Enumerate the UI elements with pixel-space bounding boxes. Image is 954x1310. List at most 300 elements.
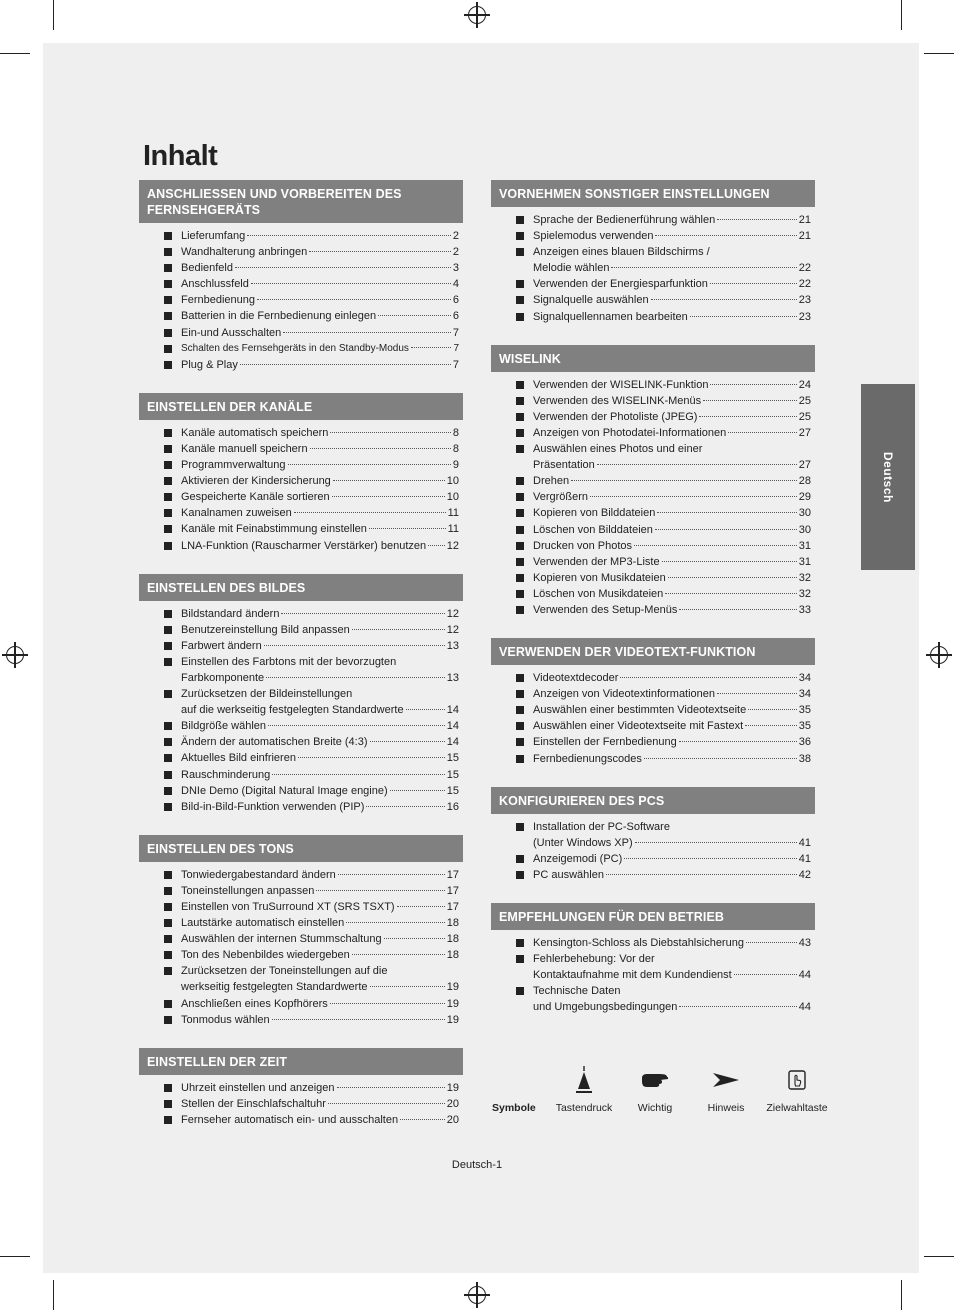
toc-entry-text: auf die werkseitig festgelegten Standardwerte	[181, 704, 404, 717]
toc-page-number: 38	[798, 752, 811, 765]
toc-entry-text: Auswählen der internen Stummschaltung	[181, 933, 382, 946]
square-bullet-icon	[164, 803, 172, 811]
toc-page-number: 17	[446, 884, 459, 897]
square-bullet-icon	[164, 542, 172, 550]
toc-page-number: 31	[798, 539, 811, 552]
toc-entry[interactable]	[139, 228, 459, 244]
toc-page-number: 43	[798, 937, 811, 949]
toc-section	[139, 393, 463, 554]
toc-entry-text: Fernbedienungscodes	[533, 752, 642, 765]
dot-leader	[717, 219, 797, 220]
toc-entry-text: Ändern der automatischen Breite (4:3)	[181, 736, 368, 749]
square-bullet-icon	[164, 312, 172, 320]
toc-page-number: 27	[798, 426, 811, 439]
toc-entry-text: PC auswählen	[533, 868, 604, 881]
toc-page-number: 25	[798, 410, 811, 423]
square-bullet-icon	[516, 280, 524, 288]
toc-entry-text: Programmverwaltung	[181, 459, 286, 472]
toc-entry-text: Bild-in-Bild-Funktion verwenden (PIP)	[181, 800, 365, 813]
toc-page-number: 30	[798, 523, 811, 536]
toc-entry-text: und Umgebungsbedingungen	[533, 1001, 678, 1014]
toc-column-left	[139, 180, 463, 1148]
toc-entry[interactable]	[139, 783, 459, 799]
toc-entry[interactable]	[491, 505, 811, 521]
symbol-caption: Zielwahltaste	[766, 1102, 828, 1114]
toc-list	[491, 935, 815, 1015]
toc-entry-text: Anschlussfeld	[181, 278, 249, 291]
dot-leader	[745, 725, 797, 726]
toc-section	[139, 180, 463, 373]
toc-page-number: 35	[798, 720, 811, 733]
toc-entry[interactable]	[491, 538, 811, 554]
toc-page-number: 12	[446, 539, 459, 552]
toc-entry-text: Kanäle manuell speichern	[181, 442, 308, 455]
toc-entry-text: Lautstärke automatisch einstellen	[181, 917, 345, 930]
toc-page-number: 28	[798, 475, 811, 488]
square-bullet-icon	[516, 558, 524, 566]
square-bullet-icon	[516, 381, 524, 389]
symbol-note	[690, 1064, 762, 1114]
square-bullet-icon	[516, 313, 524, 321]
toc-entry-text: Tonwiedergabestandard ändern	[181, 868, 336, 881]
toc-entry[interactable]	[139, 260, 459, 276]
toc-entry-text: Fernbedienung	[181, 294, 256, 307]
dot-leader	[571, 480, 797, 481]
toc-entry[interactable]	[139, 799, 459, 815]
square-bullet-icon	[516, 477, 524, 485]
toc-entry-text: Batterien in die Fernbedienung einlegen	[181, 310, 377, 323]
toc-page-number: 34	[798, 672, 811, 685]
toc-section	[139, 835, 463, 1028]
square-bullet-icon	[164, 461, 172, 469]
dot-leader	[655, 235, 796, 236]
toc-entry[interactable]	[139, 654, 459, 686]
toc-entry[interactable]	[491, 586, 811, 602]
square-bullet-icon	[516, 987, 524, 995]
dot-leader	[746, 942, 797, 943]
toc-page-number: 12	[446, 607, 459, 620]
square-bullet-icon	[516, 606, 524, 614]
toc-entry[interactable]	[139, 425, 459, 441]
toc-entry[interactable]	[139, 357, 459, 373]
toc-list	[139, 425, 463, 554]
toc-page-number: 10	[446, 475, 459, 488]
dot-leader	[634, 545, 797, 546]
toc-list	[491, 377, 815, 618]
toc-entry[interactable]	[139, 686, 459, 718]
dot-leader	[644, 758, 797, 759]
symbol-shortcut	[761, 1064, 833, 1114]
crop-mark	[901, 0, 902, 30]
dot-leader	[247, 235, 451, 236]
dot-leader	[717, 693, 797, 694]
toc-entry-text: Tonmodus wählen	[181, 1013, 270, 1026]
square-bullet-icon	[164, 903, 172, 911]
toc-entry-text: Einstellen von TruSurround XT (SRS TSXT)	[181, 901, 395, 913]
toc-entry[interactable]	[491, 819, 811, 851]
toc-entry-text: Kanalnamen zuweisen	[181, 507, 292, 520]
toc-page-number: 25	[798, 394, 811, 407]
toc-entry[interactable]	[491, 602, 811, 618]
dot-leader	[428, 545, 445, 546]
toc-page-number: 29	[798, 491, 811, 504]
dot-leader	[251, 283, 451, 284]
square-bullet-icon	[516, 574, 524, 582]
registration-mark-icon	[930, 646, 948, 664]
dot-leader	[337, 1087, 445, 1088]
toc-section	[139, 574, 463, 815]
toc-entry[interactable]	[139, 996, 459, 1012]
square-bullet-icon	[164, 1084, 172, 1092]
toc-entry[interactable]	[139, 606, 459, 622]
toc-page-number: 22	[798, 262, 811, 275]
toc-page-number: 6	[452, 294, 459, 307]
symbol-caption: Wichtig	[637, 1102, 673, 1114]
toc-entry[interactable]	[139, 867, 459, 883]
dot-leader	[330, 432, 451, 433]
crop-mark	[901, 1280, 902, 1310]
toc-page-number: 44	[798, 1001, 811, 1014]
dot-leader	[679, 609, 796, 610]
toc-entry[interactable]	[139, 1096, 459, 1112]
toc-entry-text: Bildgröße wählen	[181, 720, 266, 733]
toc-page-number: 21	[798, 214, 811, 226]
toc-entry-text: Löschen von Musikdateien	[533, 587, 664, 600]
toc-page-number: 19	[446, 997, 459, 1010]
square-bullet-icon	[516, 590, 524, 598]
toc-entry-text: Kopieren von Bilddateien	[533, 507, 656, 520]
toc-entry-text: Aktuelles Bild einfrieren	[181, 752, 296, 765]
square-bullet-icon	[164, 690, 172, 698]
toc-entry-text: Präsentation	[533, 459, 595, 472]
toc-entry-text: Aktivieren der Kindersicherung	[181, 475, 331, 488]
section-heading: EINSTELLEN DES BILDES	[139, 574, 463, 601]
symbols-legend	[480, 1064, 840, 1124]
toc-entry-text: Rauschminderung	[181, 768, 271, 781]
toc-entry-text: Toneinstellungen anpassen	[181, 884, 315, 897]
dot-leader	[272, 774, 444, 775]
toc-page-number: 13	[446, 671, 459, 684]
toc-entry[interactable]	[491, 441, 811, 473]
toc-entry[interactable]	[491, 751, 811, 767]
toc-entry[interactable]	[139, 622, 459, 638]
toc-entry-text: Anschließen eines Kopfhörers	[181, 997, 328, 1010]
square-bullet-icon	[516, 493, 524, 501]
square-bullet-icon	[516, 413, 524, 421]
toc-entry[interactable]	[491, 228, 811, 244]
toc-page-number: 19	[446, 981, 459, 994]
toc-entry-text: Bedienfeld	[181, 262, 233, 275]
toc-list	[139, 867, 463, 1028]
toc-page-number: 11	[447, 523, 459, 536]
square-bullet-icon	[516, 674, 524, 682]
toc-entry[interactable]	[139, 489, 459, 505]
toc-entry[interactable]	[139, 638, 459, 654]
touch-button-icon	[761, 1064, 833, 1096]
toc-entry[interactable]	[139, 734, 459, 750]
square-bullet-icon	[164, 738, 172, 746]
toc-entry[interactable]	[139, 1012, 459, 1028]
toc-entry[interactable]	[139, 538, 459, 554]
toc-entry[interactable]	[491, 851, 811, 867]
toc-entry-text: Anzeigen eines blauen Bildschirms /	[533, 246, 710, 259]
toc-entry[interactable]	[491, 212, 811, 228]
dot-leader	[668, 577, 797, 578]
toc-page-number: 35	[798, 704, 811, 717]
toc-entry[interactable]	[491, 377, 811, 393]
toc-page-number: 4	[452, 278, 459, 291]
square-bullet-icon	[164, 871, 172, 879]
toc-page-number: 42	[798, 868, 811, 881]
toc-page-number: 14	[446, 720, 459, 733]
toc-page-number: 6	[452, 310, 459, 323]
square-bullet-icon	[164, 626, 172, 634]
dot-leader	[597, 464, 797, 465]
dot-leader	[370, 986, 445, 987]
toc-entry[interactable]	[491, 522, 811, 538]
toc-entry[interactable]	[491, 489, 811, 505]
toc-page-number: 14	[446, 704, 459, 717]
dot-leader	[703, 400, 797, 401]
crop-mark	[0, 53, 30, 54]
section-heading: EINSTELLEN DES TONS	[139, 835, 463, 862]
dot-leader	[699, 416, 796, 417]
toc-entry[interactable]	[139, 244, 459, 260]
toc-entry[interactable]	[139, 750, 459, 766]
toc-entry[interactable]	[491, 409, 811, 425]
toc-entry-text: Sprache der Bedienerführung wählen	[533, 214, 716, 226]
toc-entry[interactable]	[491, 292, 811, 308]
dot-leader	[606, 874, 797, 875]
dot-leader	[710, 384, 796, 385]
toc-entry[interactable]	[139, 308, 459, 324]
toc-entry[interactable]	[139, 292, 459, 308]
toc-entry[interactable]	[139, 899, 459, 915]
toc-entry[interactable]	[491, 425, 811, 441]
toc-entry[interactable]	[139, 473, 459, 489]
toc-entry[interactable]	[139, 767, 459, 783]
square-bullet-icon	[516, 755, 524, 763]
toc-entry-text: Ein-und Ausschalten	[181, 326, 282, 339]
square-bullet-icon	[164, 280, 172, 288]
toc-entry[interactable]	[491, 276, 811, 292]
toc-entry-text: Verwenden des WISELINK-Menüs	[533, 394, 702, 407]
toc-entry-text: Löschen von Bilddateien	[533, 523, 653, 536]
dot-leader	[406, 709, 445, 710]
toc-entry[interactable]	[139, 1112, 459, 1128]
toc-page-number: 7	[453, 342, 459, 354]
toc-entry-text: Gespeicherte Kanäle sortieren	[181, 491, 330, 504]
toc-page-number: 15	[446, 752, 459, 765]
dot-leader	[611, 267, 796, 268]
toc-entry[interactable]	[491, 718, 811, 734]
toc-entry-text: Kanäle automatisch speichern	[181, 426, 329, 439]
toc-entry[interactable]	[139, 931, 459, 947]
toc-entry[interactable]	[491, 935, 811, 951]
toc-entry[interactable]	[139, 947, 459, 963]
toc-entry[interactable]	[491, 867, 811, 883]
square-bullet-icon	[164, 264, 172, 272]
toc-entry[interactable]	[139, 505, 459, 521]
toc-entry[interactable]	[139, 325, 459, 341]
toc-entry-text: Installation der PC-Software	[533, 820, 670, 833]
square-bullet-icon	[164, 296, 172, 304]
toc-page-number: 33	[798, 603, 811, 616]
dot-leader	[378, 315, 451, 316]
square-bullet-icon	[164, 477, 172, 485]
dot-leader	[352, 629, 445, 630]
crop-mark	[53, 0, 54, 30]
toc-page-number: 27	[798, 459, 811, 472]
pointing-hand-icon	[619, 1064, 691, 1096]
toc-entry-text: Anzeigen von Photodatei-Informationen	[533, 426, 727, 439]
square-bullet-icon	[516, 248, 524, 256]
toc-list	[139, 1080, 463, 1128]
toc-page-number: 2	[452, 246, 459, 259]
toc-section	[491, 180, 815, 325]
toc-page-number: 2	[452, 230, 459, 242]
toc-entry-text: Lieferumfang	[181, 230, 246, 242]
registration-mark-icon	[6, 646, 24, 664]
toc-entry[interactable]	[491, 670, 811, 686]
toc-entry-text: Drehen	[533, 475, 570, 488]
toc-entry[interactable]	[139, 457, 459, 473]
language-tab	[861, 384, 915, 570]
crop-mark	[0, 1256, 30, 1257]
symbol-important	[619, 1064, 691, 1114]
toc-entry[interactable]	[491, 983, 811, 1015]
square-bullet-icon	[164, 642, 172, 650]
toc-entry[interactable]	[139, 521, 459, 537]
toc-page-number: 32	[798, 587, 811, 600]
toc-entry[interactable]	[139, 963, 459, 995]
toc-entry-text: Farbkomponente	[181, 671, 265, 684]
toc-page-number: 30	[798, 507, 811, 520]
toc-page-number: 8	[452, 442, 459, 455]
registration-mark-icon	[468, 1286, 486, 1304]
toc-entry-text: Signalquelle auswählen	[533, 294, 649, 307]
toc-entry[interactable]	[139, 915, 459, 931]
toc-page-number: 19	[446, 1081, 459, 1094]
toc-page-number: 9	[452, 459, 459, 472]
toc-entry[interactable]	[139, 1080, 459, 1096]
dot-leader	[310, 448, 451, 449]
dot-leader	[257, 299, 451, 300]
square-bullet-icon	[516, 871, 524, 879]
toc-entry-text: Melodie wählen	[533, 262, 610, 275]
toc-entry-text: Anzeigemodi (PC)	[533, 852, 623, 865]
toc-entry[interactable]	[491, 702, 811, 718]
toc-page-number: 18	[446, 917, 459, 930]
square-bullet-icon	[164, 967, 172, 975]
language-tab-label: Deutsch	[881, 451, 895, 503]
dot-leader	[272, 1019, 445, 1020]
toc-page-number: 16	[446, 800, 459, 813]
toc-entry[interactable]	[491, 734, 811, 750]
toc-page-number: 18	[446, 949, 459, 962]
toc-entry[interactable]	[491, 686, 811, 702]
toc-entry-text: Ton des Nebenbildes wiedergeben	[181, 949, 350, 962]
square-bullet-icon	[164, 525, 172, 533]
dot-leader	[352, 954, 445, 955]
square-bullet-icon	[516, 542, 524, 550]
toc-entry[interactable]	[491, 309, 811, 325]
dot-leader	[268, 725, 445, 726]
dot-leader	[679, 1006, 796, 1007]
toc-entry[interactable]	[491, 570, 811, 586]
square-bullet-icon	[516, 706, 524, 714]
toc-page-number: 17	[446, 901, 459, 913]
toc-entry-text: Technische Daten	[533, 985, 621, 998]
section-heading: KONFIGURIEREN DES PCS	[491, 787, 815, 814]
section-heading: VORNEHMEN SONSTIGER EINSTELLUNGEN	[491, 180, 815, 207]
dot-leader	[690, 316, 797, 317]
square-bullet-icon	[516, 722, 524, 730]
toc-section	[139, 1048, 463, 1128]
toc-page-number: 11	[447, 507, 459, 520]
registration-mark-icon	[468, 6, 486, 24]
toc-page-number: 7	[452, 326, 459, 339]
square-bullet-icon	[164, 951, 172, 959]
toc-section	[491, 903, 815, 1015]
toc-entry[interactable]	[491, 951, 811, 983]
toc-entry-text: Bildstandard ändern	[181, 607, 280, 620]
toc-page-number: 34	[798, 688, 811, 701]
dot-leader	[635, 842, 797, 843]
toc-page-number: 36	[798, 736, 811, 749]
toc-entry[interactable]	[139, 341, 459, 357]
square-bullet-icon	[164, 445, 172, 453]
square-bullet-icon	[516, 429, 524, 437]
dot-leader	[384, 938, 445, 939]
square-bullet-icon	[164, 429, 172, 437]
toc-entry[interactable]	[491, 473, 811, 489]
square-bullet-icon	[164, 248, 172, 256]
toc-entry[interactable]	[491, 393, 811, 409]
toc-entry[interactable]	[139, 883, 459, 899]
dot-leader	[294, 512, 446, 513]
dot-leader	[728, 432, 797, 433]
dot-leader	[283, 332, 451, 333]
toc-page-number: 24	[798, 378, 811, 391]
square-bullet-icon	[164, 345, 172, 353]
toc-entry[interactable]	[139, 718, 459, 734]
press-icon	[548, 1064, 620, 1096]
toc-entry[interactable]	[139, 276, 459, 292]
square-bullet-icon	[164, 754, 172, 762]
square-bullet-icon	[164, 361, 172, 369]
crop-mark	[924, 1256, 954, 1257]
toc-section	[491, 638, 815, 767]
dot-leader	[411, 347, 452, 348]
toc-list	[139, 606, 463, 815]
dot-leader	[665, 593, 797, 594]
toc-page-number: 14	[446, 736, 459, 749]
toc-entry-text: Auswählen einer Videotextseite mit Fastext	[533, 720, 744, 733]
toc-entry[interactable]	[491, 244, 811, 276]
dot-leader	[657, 512, 796, 513]
toc-page-number: 15	[446, 768, 459, 781]
toc-entry[interactable]	[139, 441, 459, 457]
dot-leader	[288, 464, 451, 465]
square-bullet-icon	[516, 397, 524, 405]
dot-leader	[366, 806, 444, 807]
toc-entry-text: Wandhalterung anbringen	[181, 246, 308, 259]
toc-page-number: 20	[446, 1113, 459, 1126]
symbol-caption: Hinweis	[707, 1102, 745, 1114]
toc-entry[interactable]	[491, 554, 811, 570]
toc-entry-text: werkseitig festgelegten Standardwerte	[181, 981, 368, 994]
